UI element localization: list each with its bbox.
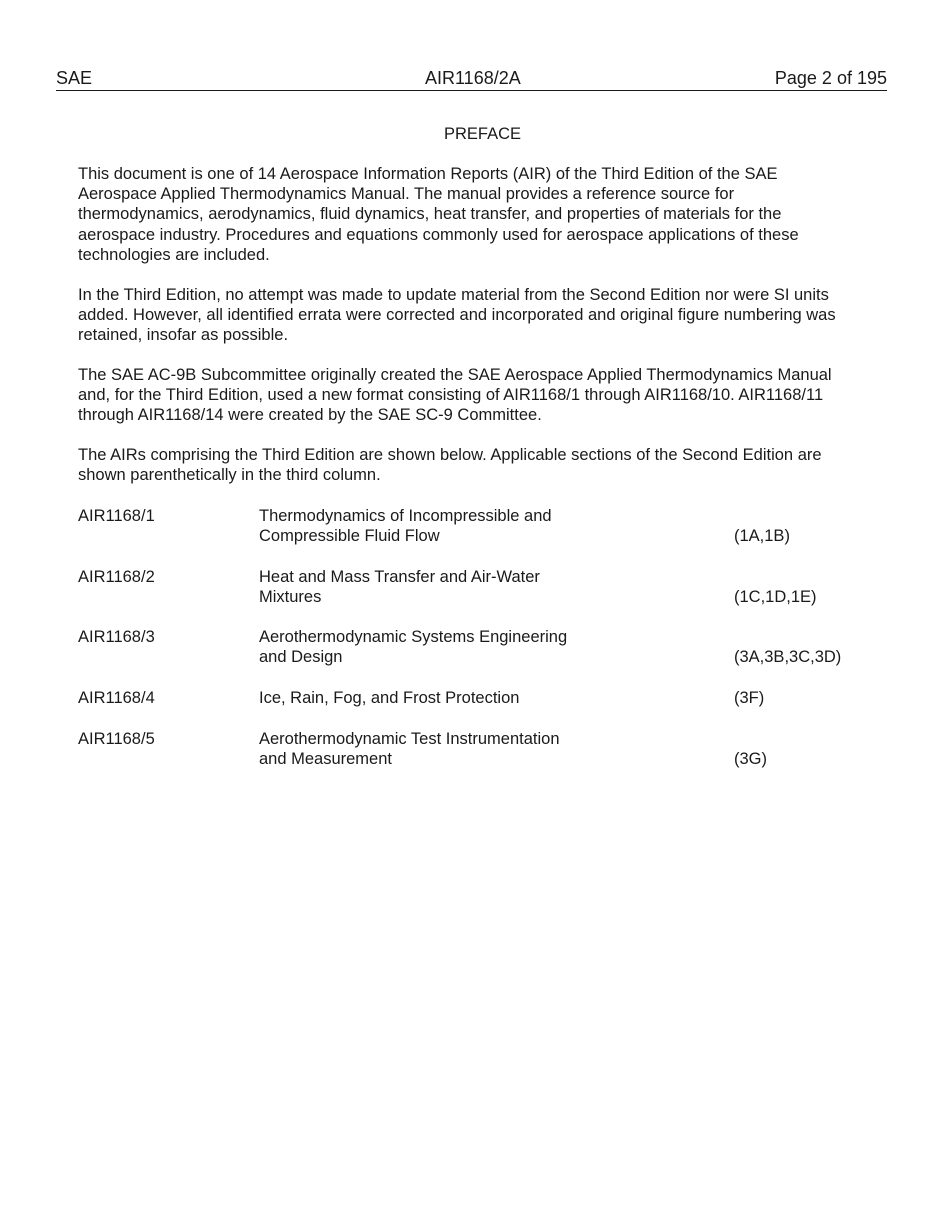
air-title-line: Aerothermodynamic Test Instrumentation	[259, 730, 560, 748]
page-header	[56, 66, 887, 91]
air-title-line: Mixtures	[259, 588, 322, 607]
paragraph-line: This document is one of 14 Aerospace Information Reports (AIR) of the Third Edition of the SAE	[78, 165, 778, 183]
air-sections: (3A,3B,3C,3D)	[734, 648, 842, 667]
page-title: PREFACE	[443, 125, 522, 143]
air-sections: (3G)	[734, 750, 767, 769]
paragraph-line: The SAE AC-9B Subcommittee originally created the SAE Aerospace Applied Thermodynamics Manual	[78, 366, 832, 384]
paragraph-line: and, for the Third Edition, used a new format consisting of AIR1168/1 through AIR1168/10. AIR1168/11	[78, 386, 824, 405]
air-title	[259, 567, 540, 607]
paragraph-committee	[78, 365, 878, 426]
air-title-line: Aerothermodynamic Systems Engineering	[259, 628, 568, 646]
air-sections: (1C,1D,1E)	[734, 588, 817, 607]
paragraph-line: Aerospace Applied Thermodynamics Manual. The manual provides a reference source for	[78, 185, 735, 204]
air-id: AIR1168/1	[78, 507, 155, 525]
paragraph-line: retained, insofar as possible.	[78, 326, 289, 345]
air-title	[259, 506, 552, 546]
air-title	[259, 688, 519, 708]
paragraph-line: thermodynamics, aerodynamics, fluid dynamics, heat transfer, and properties of materials for the	[78, 205, 782, 224]
paragraph-list-intro	[78, 445, 878, 485]
header-page-number: Page 2 of 195	[774, 68, 887, 88]
paragraph-intro	[78, 164, 878, 265]
air-list-item	[78, 506, 878, 548]
header-org: SAE	[56, 68, 93, 88]
paragraph-line: The AIRs comprising the Third Edition are shown below. Applicable sections of the Second Edition are	[78, 446, 822, 464]
air-title-line: Compressible Fluid Flow	[259, 527, 440, 546]
air-id: AIR1168/3	[78, 628, 155, 646]
air-id: AIR1168/2	[78, 568, 155, 586]
paragraph-line: technologies are included.	[78, 245, 270, 264]
paragraph-line: shown parenthetically in the third column.	[78, 466, 381, 485]
air-list-item	[78, 627, 878, 669]
air-title-line: and Measurement	[259, 750, 392, 769]
paragraph-line: added. However, all identified errata were corrected and incorporated and original figure numbering was	[78, 306, 836, 325]
air-id: AIR1168/5	[78, 730, 155, 748]
paragraph-line: In the Third Edition, no attempt was made to update material from the Second Edition nor were SI units	[78, 286, 829, 304]
air-list-item	[78, 567, 878, 609]
air-list-item	[78, 688, 878, 730]
header-doc-id: AIR1168/2A	[425, 68, 521, 88]
paragraph-line: aerospace industry. Procedures and equations commonly used for aerospace applications of these	[78, 225, 799, 244]
air-title-line: and Design	[259, 648, 343, 667]
air-list-item	[78, 729, 878, 771]
air-title	[259, 627, 567, 667]
air-title-line: Heat and Mass Transfer and Air-Water	[259, 568, 540, 586]
air-title-line: Ice, Rain, Fog, and Frost Protection	[259, 689, 520, 707]
air-sections: (1A,1B)	[734, 527, 790, 546]
air-title-line: Thermodynamics of Incompressible and	[259, 507, 552, 525]
paragraph-line: through AIR1168/14 were created by the SAE SC-9 Committee.	[78, 406, 542, 425]
air-id: AIR1168/4	[78, 689, 155, 707]
paragraph-third-edition	[78, 285, 878, 346]
air-title	[259, 729, 560, 769]
air-sections: (3F)	[734, 689, 765, 707]
